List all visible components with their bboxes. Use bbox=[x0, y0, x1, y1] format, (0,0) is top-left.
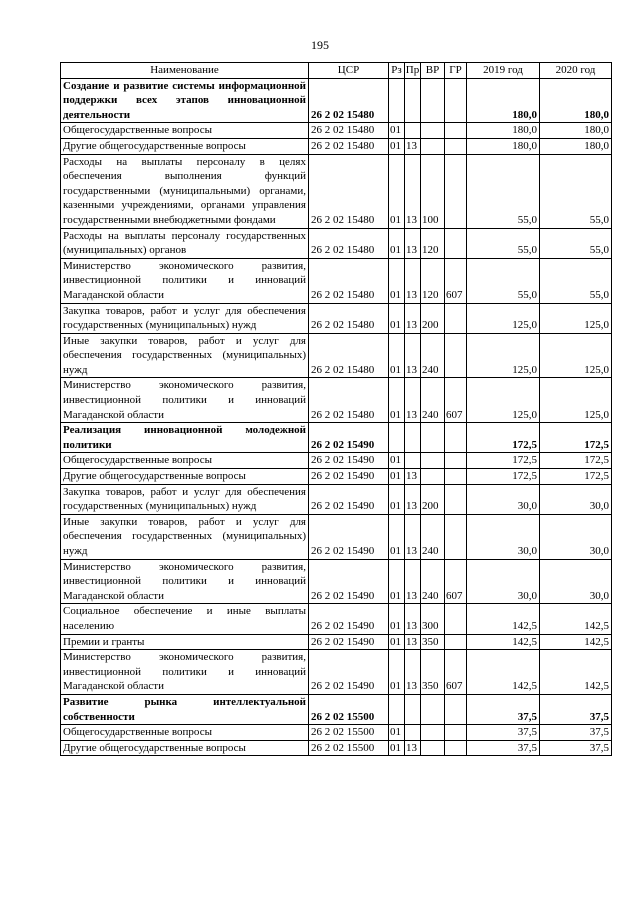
row-gr bbox=[445, 740, 467, 756]
row-gr bbox=[445, 423, 467, 453]
row-name: Создание и развитие системы информационной поддержки всех этапов инновационной деятельности bbox=[61, 78, 309, 123]
row-vr bbox=[421, 469, 445, 485]
row-csr: 26 2 02 15500 bbox=[309, 694, 389, 724]
table-row bbox=[61, 514, 612, 559]
row-vr: 120 bbox=[421, 258, 445, 303]
row-rz: 01 bbox=[389, 469, 405, 485]
row-rz bbox=[389, 694, 405, 724]
row-2020: 37,5 bbox=[540, 740, 612, 756]
row-2020: 55,0 bbox=[540, 154, 612, 228]
table-row bbox=[61, 634, 612, 650]
row-csr: 26 2 02 15480 bbox=[309, 228, 389, 258]
table-row bbox=[61, 123, 612, 139]
row-2019: 37,5 bbox=[467, 740, 540, 756]
row-pr: 13 bbox=[405, 258, 421, 303]
row-name: Общегосударственные вопросы bbox=[61, 123, 309, 139]
row-gr bbox=[445, 228, 467, 258]
table-row bbox=[61, 138, 612, 154]
row-gr bbox=[445, 604, 467, 634]
row-2019: 172,5 bbox=[467, 469, 540, 485]
row-2019: 55,0 bbox=[467, 258, 540, 303]
row-name: Общегосударственные вопросы bbox=[61, 453, 309, 469]
row-vr bbox=[421, 694, 445, 724]
table-header-row bbox=[61, 63, 612, 79]
row-rz: 01 bbox=[389, 453, 405, 469]
row-vr bbox=[421, 138, 445, 154]
row-gr: 607 bbox=[445, 650, 467, 695]
row-2020: 125,0 bbox=[540, 333, 612, 378]
col-header-vr: ВР bbox=[421, 63, 445, 79]
row-csr: 26 2 02 15480 bbox=[309, 333, 389, 378]
row-vr: 200 bbox=[421, 484, 445, 514]
table-row bbox=[61, 228, 612, 258]
row-vr: 300 bbox=[421, 604, 445, 634]
row-name: Социальное обеспечение и иные выплаты населению bbox=[61, 604, 309, 634]
row-csr: 26 2 02 15480 bbox=[309, 138, 389, 154]
row-name: Министерство экономического развития, инвестиционной политики и инноваций Магаданской области bbox=[61, 258, 309, 303]
table-row bbox=[61, 650, 612, 695]
row-csr: 26 2 02 15480 bbox=[309, 378, 389, 423]
table-row bbox=[61, 484, 612, 514]
row-gr bbox=[445, 333, 467, 378]
col-header-gr: ГР bbox=[445, 63, 467, 79]
row-2019: 180,0 bbox=[467, 78, 540, 123]
row-pr: 13 bbox=[405, 228, 421, 258]
row-name: Другие общегосударственные вопросы bbox=[61, 740, 309, 756]
row-pr: 13 bbox=[405, 740, 421, 756]
row-name: Другие общегосударственные вопросы bbox=[61, 138, 309, 154]
row-vr: 120 bbox=[421, 228, 445, 258]
row-2020: 125,0 bbox=[540, 378, 612, 423]
col-header-csr: ЦСР bbox=[309, 63, 389, 79]
row-vr: 240 bbox=[421, 378, 445, 423]
row-gr bbox=[445, 514, 467, 559]
row-pr bbox=[405, 694, 421, 724]
row-gr: 607 bbox=[445, 378, 467, 423]
row-rz: 01 bbox=[389, 123, 405, 139]
row-pr: 13 bbox=[405, 469, 421, 485]
row-rz: 01 bbox=[389, 258, 405, 303]
row-2020: 37,5 bbox=[540, 725, 612, 741]
row-2019: 37,5 bbox=[467, 694, 540, 724]
row-gr: 607 bbox=[445, 258, 467, 303]
row-name: Премии и гранты bbox=[61, 634, 309, 650]
row-gr: 607 bbox=[445, 559, 467, 604]
row-rz: 01 bbox=[389, 634, 405, 650]
row-rz: 01 bbox=[389, 604, 405, 634]
row-pr: 13 bbox=[405, 154, 421, 228]
row-gr bbox=[445, 138, 467, 154]
row-2020: 180,0 bbox=[540, 78, 612, 123]
row-name: Иные закупки товаров, работ и услуг для обеспечения государственных (муниципальных) нужд bbox=[61, 333, 309, 378]
row-pr bbox=[405, 453, 421, 469]
table-row bbox=[61, 469, 612, 485]
row-2019: 125,0 bbox=[467, 333, 540, 378]
col-header-rz: Рз bbox=[389, 63, 405, 79]
row-gr bbox=[445, 78, 467, 123]
row-2020: 55,0 bbox=[540, 258, 612, 303]
row-2020: 125,0 bbox=[540, 303, 612, 333]
row-gr bbox=[445, 453, 467, 469]
row-name: Другие общегосударственные вопросы bbox=[61, 469, 309, 485]
table-row bbox=[61, 333, 612, 378]
row-vr bbox=[421, 78, 445, 123]
row-csr: 26 2 02 15490 bbox=[309, 469, 389, 485]
row-csr: 26 2 02 15480 bbox=[309, 78, 389, 123]
row-name: Расходы на выплаты персоналу в целях обеспечения выполнения функций государственными (муниципальными) органами, казенными учреждениями, органами управления государственными внебюджетными фондами bbox=[61, 154, 309, 228]
row-2019: 142,5 bbox=[467, 604, 540, 634]
row-pr bbox=[405, 78, 421, 123]
table-row bbox=[61, 378, 612, 423]
row-rz: 01 bbox=[389, 154, 405, 228]
row-2020: 172,5 bbox=[540, 453, 612, 469]
row-2020: 30,0 bbox=[540, 484, 612, 514]
row-rz: 01 bbox=[389, 514, 405, 559]
row-gr bbox=[445, 469, 467, 485]
row-2019: 37,5 bbox=[467, 725, 540, 741]
row-gr bbox=[445, 694, 467, 724]
row-csr: 26 2 02 15480 bbox=[309, 258, 389, 303]
col-header-pr: Пр bbox=[405, 63, 421, 79]
row-2020: 172,5 bbox=[540, 469, 612, 485]
row-csr: 26 2 02 15490 bbox=[309, 514, 389, 559]
row-pr: 13 bbox=[405, 484, 421, 514]
row-2020: 142,5 bbox=[540, 604, 612, 634]
row-2020: 30,0 bbox=[540, 559, 612, 604]
row-name: Реализация инновационной молодежной политики bbox=[61, 423, 309, 453]
row-rz bbox=[389, 78, 405, 123]
row-vr bbox=[421, 740, 445, 756]
row-rz: 01 bbox=[389, 333, 405, 378]
table-row bbox=[61, 559, 612, 604]
row-gr bbox=[445, 154, 467, 228]
table-row bbox=[61, 258, 612, 303]
row-2019: 55,0 bbox=[467, 228, 540, 258]
row-vr: 240 bbox=[421, 333, 445, 378]
row-csr: 26 2 02 15480 bbox=[309, 154, 389, 228]
row-pr: 13 bbox=[405, 378, 421, 423]
row-name: Министерство экономического развития, инвестиционной политики и инноваций Магаданской области bbox=[61, 378, 309, 423]
col-header-name: Наименование bbox=[61, 63, 309, 79]
row-name: Закупка товаров, работ и услуг для обеспечения государственных (муниципальных) нужд bbox=[61, 484, 309, 514]
row-rz: 01 bbox=[389, 228, 405, 258]
row-2020: 142,5 bbox=[540, 634, 612, 650]
table-row bbox=[61, 740, 612, 756]
row-csr: 26 2 02 15480 bbox=[309, 303, 389, 333]
row-pr: 13 bbox=[405, 650, 421, 695]
row-2019: 142,5 bbox=[467, 634, 540, 650]
row-2019: 30,0 bbox=[467, 484, 540, 514]
row-pr bbox=[405, 423, 421, 453]
row-pr: 13 bbox=[405, 138, 421, 154]
row-2019: 172,5 bbox=[467, 453, 540, 469]
row-vr bbox=[421, 453, 445, 469]
col-header-2019: 2019 год bbox=[467, 63, 540, 79]
row-2019: 55,0 bbox=[467, 154, 540, 228]
row-rz: 01 bbox=[389, 303, 405, 333]
row-name: Закупка товаров, работ и услуг для обеспечения государственных (муниципальных) нужд bbox=[61, 303, 309, 333]
row-vr: 240 bbox=[421, 514, 445, 559]
row-pr: 13 bbox=[405, 333, 421, 378]
row-vr: 100 bbox=[421, 154, 445, 228]
row-gr bbox=[445, 123, 467, 139]
row-csr: 26 2 02 15490 bbox=[309, 604, 389, 634]
row-rz: 01 bbox=[389, 740, 405, 756]
row-gr bbox=[445, 634, 467, 650]
row-pr: 13 bbox=[405, 634, 421, 650]
row-csr: 26 2 02 15500 bbox=[309, 725, 389, 741]
row-pr: 13 bbox=[405, 559, 421, 604]
row-vr: 240 bbox=[421, 559, 445, 604]
row-2019: 180,0 bbox=[467, 138, 540, 154]
row-2019: 30,0 bbox=[467, 514, 540, 559]
row-rz: 01 bbox=[389, 138, 405, 154]
row-name: Министерство экономического развития, инвестиционной политики и инноваций Магаданской области bbox=[61, 559, 309, 604]
row-rz: 01 bbox=[389, 559, 405, 604]
row-2019: 125,0 bbox=[467, 378, 540, 423]
row-2020: 172,5 bbox=[540, 423, 612, 453]
row-2020: 55,0 bbox=[540, 228, 612, 258]
row-gr bbox=[445, 484, 467, 514]
row-2019: 125,0 bbox=[467, 303, 540, 333]
row-2020: 30,0 bbox=[540, 514, 612, 559]
row-rz: 01 bbox=[389, 725, 405, 741]
row-rz: 01 bbox=[389, 378, 405, 423]
table-row bbox=[61, 78, 612, 123]
row-2019: 180,0 bbox=[467, 123, 540, 139]
row-csr: 26 2 02 15490 bbox=[309, 484, 389, 514]
row-csr: 26 2 02 15490 bbox=[309, 423, 389, 453]
table-row bbox=[61, 725, 612, 741]
row-rz bbox=[389, 423, 405, 453]
row-vr bbox=[421, 725, 445, 741]
row-vr: 350 bbox=[421, 650, 445, 695]
row-pr: 13 bbox=[405, 514, 421, 559]
row-name: Развитие рынка интеллектуальной собственности bbox=[61, 694, 309, 724]
table-row bbox=[61, 453, 612, 469]
row-2019: 142,5 bbox=[467, 650, 540, 695]
row-csr: 26 2 02 15490 bbox=[309, 559, 389, 604]
row-csr: 26 2 02 15490 bbox=[309, 453, 389, 469]
row-name: Общегосударственные вопросы bbox=[61, 725, 309, 741]
budget-table bbox=[60, 62, 612, 756]
row-name: Иные закупки товаров, работ и услуг для обеспечения государственных (муниципальных) нужд bbox=[61, 514, 309, 559]
row-2019: 172,5 bbox=[467, 423, 540, 453]
row-rz: 01 bbox=[389, 484, 405, 514]
row-2020: 180,0 bbox=[540, 138, 612, 154]
row-name: Расходы на выплаты персоналу государственных (муниципальных) органов bbox=[61, 228, 309, 258]
row-2019: 30,0 bbox=[467, 559, 540, 604]
row-csr: 26 2 02 15480 bbox=[309, 123, 389, 139]
row-vr bbox=[421, 423, 445, 453]
row-name: Министерство экономического развития, инвестиционной политики и инноваций Магаданской области bbox=[61, 650, 309, 695]
row-2020: 180,0 bbox=[540, 123, 612, 139]
row-2020: 142,5 bbox=[540, 650, 612, 695]
row-pr bbox=[405, 725, 421, 741]
row-gr bbox=[445, 725, 467, 741]
row-pr: 13 bbox=[405, 303, 421, 333]
page-number: 195 bbox=[311, 38, 329, 52]
row-vr: 350 bbox=[421, 634, 445, 650]
table-row bbox=[61, 694, 612, 724]
row-rz: 01 bbox=[389, 650, 405, 695]
row-csr: 26 2 02 15490 bbox=[309, 650, 389, 695]
row-csr: 26 2 02 15490 bbox=[309, 634, 389, 650]
table-row bbox=[61, 303, 612, 333]
row-gr bbox=[445, 303, 467, 333]
row-pr bbox=[405, 123, 421, 139]
table-row bbox=[61, 154, 612, 228]
row-csr: 26 2 02 15500 bbox=[309, 740, 389, 756]
table-row bbox=[61, 604, 612, 634]
col-header-2020: 2020 год bbox=[540, 63, 612, 79]
row-pr: 13 bbox=[405, 604, 421, 634]
row-2020: 37,5 bbox=[540, 694, 612, 724]
row-vr: 200 bbox=[421, 303, 445, 333]
row-vr bbox=[421, 123, 445, 139]
table-row bbox=[61, 423, 612, 453]
